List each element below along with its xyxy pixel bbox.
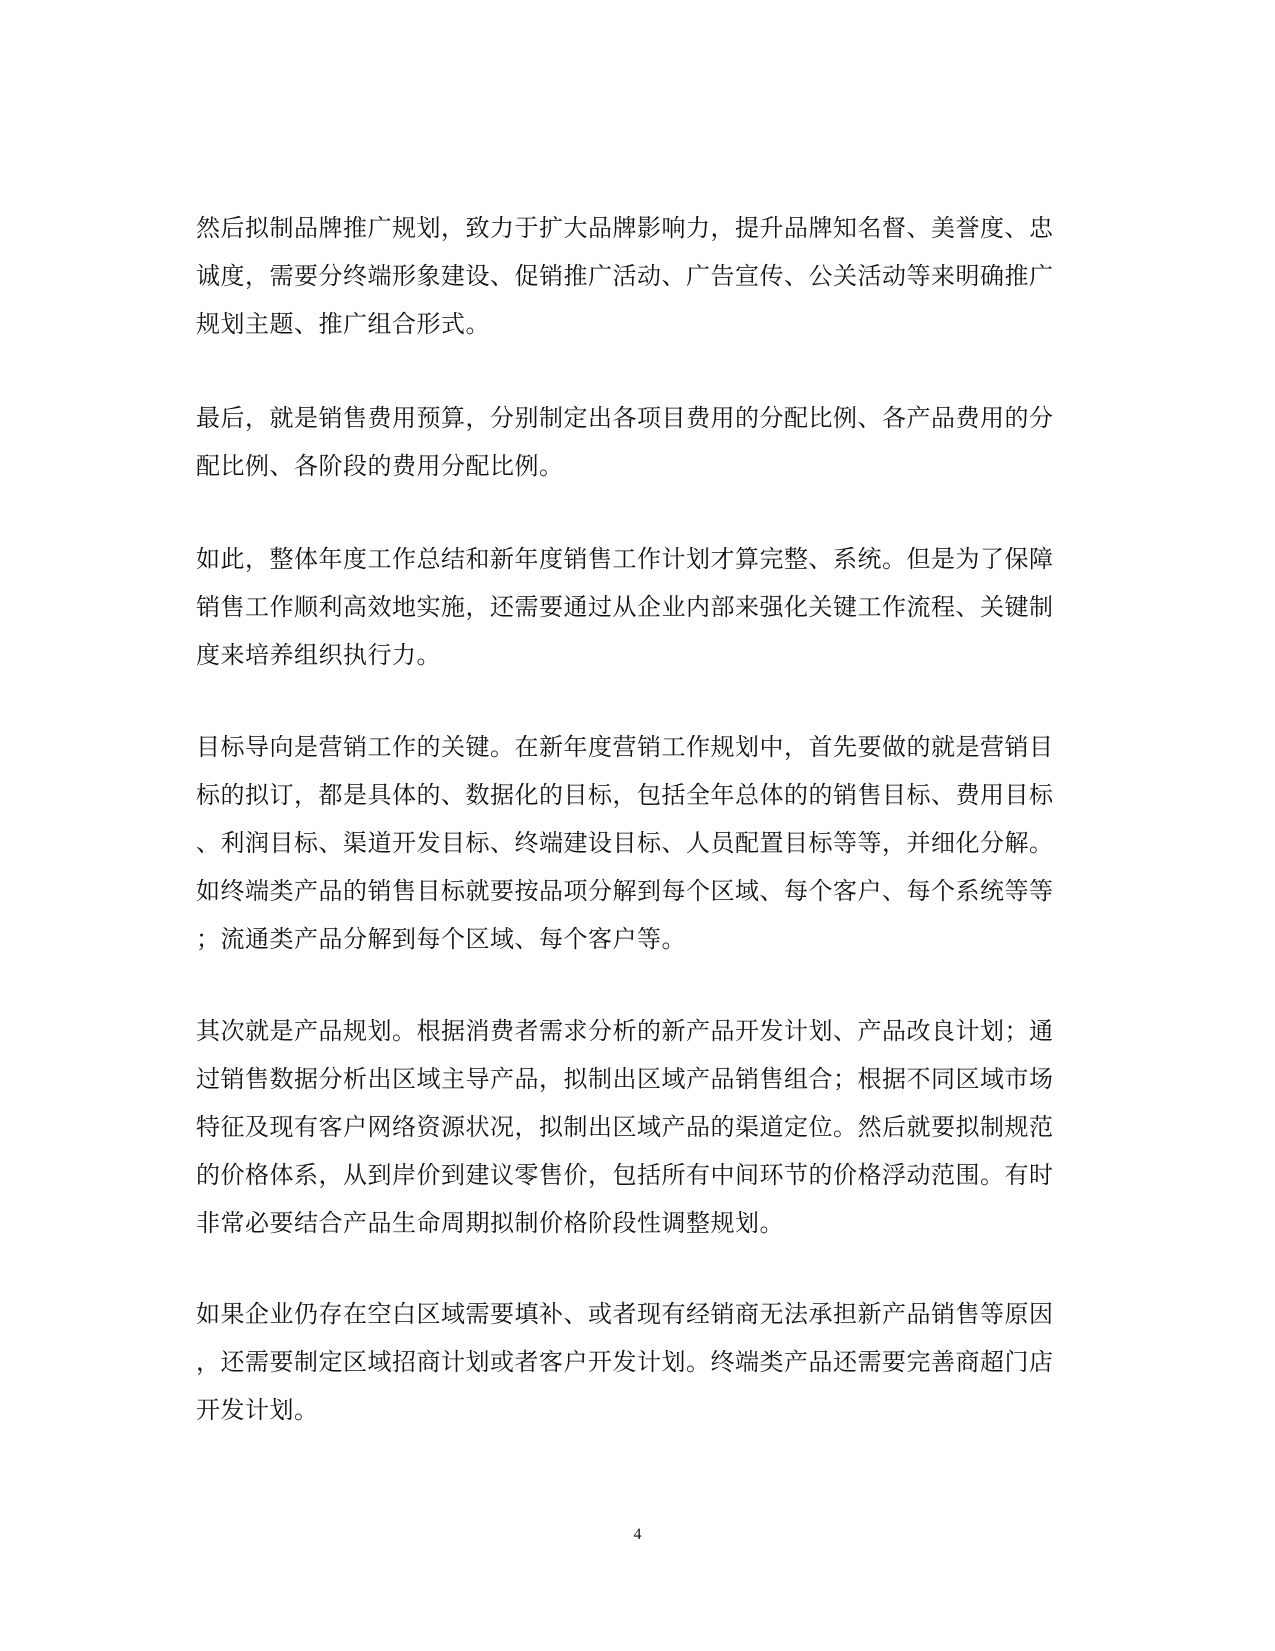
text-line: 最后，就是销售费用预算，分别制定出各项目费用的分配比例、各产品费用的分: [196, 404, 1054, 432]
text-line: 过销售数据分析出区域主导产品，拟制出区域产品销售组合；根据不同区域市场: [196, 1065, 1054, 1093]
paragraph-brand-promotion: [196, 204, 1080, 348]
text-line: 配比例、各阶段的费用分配比例。: [196, 452, 564, 480]
text-line: 其次就是产品规划。根据消费者需求分析的新产品开发计划、产品改良计划；通: [196, 1017, 1054, 1045]
text-line: ；流通类产品分解到每个区域、每个客户等。: [196, 925, 686, 953]
text-line: 标的拟订，都是具体的、数据化的目标，包括全年总体的的销售目标、费用目标: [196, 781, 1054, 809]
text-line: 特征及现有客户网络资源状况，拟制出区域产品的渠道定位。然后就要拟制规范: [196, 1113, 1054, 1141]
text-line: 开发计划。: [196, 1396, 319, 1424]
paragraph-execution: [196, 535, 1080, 679]
text-line: 规划主题、推广组合形式。: [196, 310, 490, 338]
text-line: 非常必要结合产品生命周期拟制价格阶段性调整规划。: [196, 1209, 784, 1237]
text-line: 销售工作顺利高效地实施，还需要通过从企业内部来强化关键工作流程、关键制: [196, 593, 1054, 621]
text-line: 目标导向是营销工作的关键。在新年度营销工作规划中，首先要做的就是营销目: [196, 733, 1054, 761]
paragraph-product-planning: [196, 1007, 1080, 1247]
text-line: 度来培养组织执行力。: [196, 641, 441, 669]
text-line: 如此，整体年度工作总结和新年度销售工作计划才算完整、系统。但是为了保障: [196, 545, 1054, 573]
paragraph-target-orientation: [196, 723, 1080, 963]
text-line: 诚度，需要分终端形象建设、促销推广活动、广告宣传、公关活动等来明确推广: [196, 262, 1054, 290]
paragraph-sales-budget: [196, 394, 1080, 490]
text-line: 然后拟制品牌推广规划，致力于扩大品牌影响力，提升品牌知名督、美誉度、忠: [196, 214, 1054, 242]
text-line: ，还需要制定区域招商计划或者客户开发计划。终端类产品还需要完善商超门店: [196, 1348, 1054, 1376]
page-number: 4: [633, 1526, 642, 1543]
text-line: 、利润目标、渠道开发目标、终端建设目标、人员配置目标等等，并细化分解。: [196, 829, 1054, 857]
text-line: 如终端类产品的销售目标就要按品项分解到每个区域、每个客户、每个系统等等: [196, 877, 1054, 905]
text-line: 如果企业仍存在空白区域需要填补、或者现有经销商无法承担新产品销售等原因: [196, 1300, 1054, 1328]
paragraph-customer-development: [196, 1290, 1080, 1434]
text-line: 的价格体系，从到岸价到建议零售价，包括所有中间环节的价格浮动范围。有时: [196, 1161, 1054, 1189]
